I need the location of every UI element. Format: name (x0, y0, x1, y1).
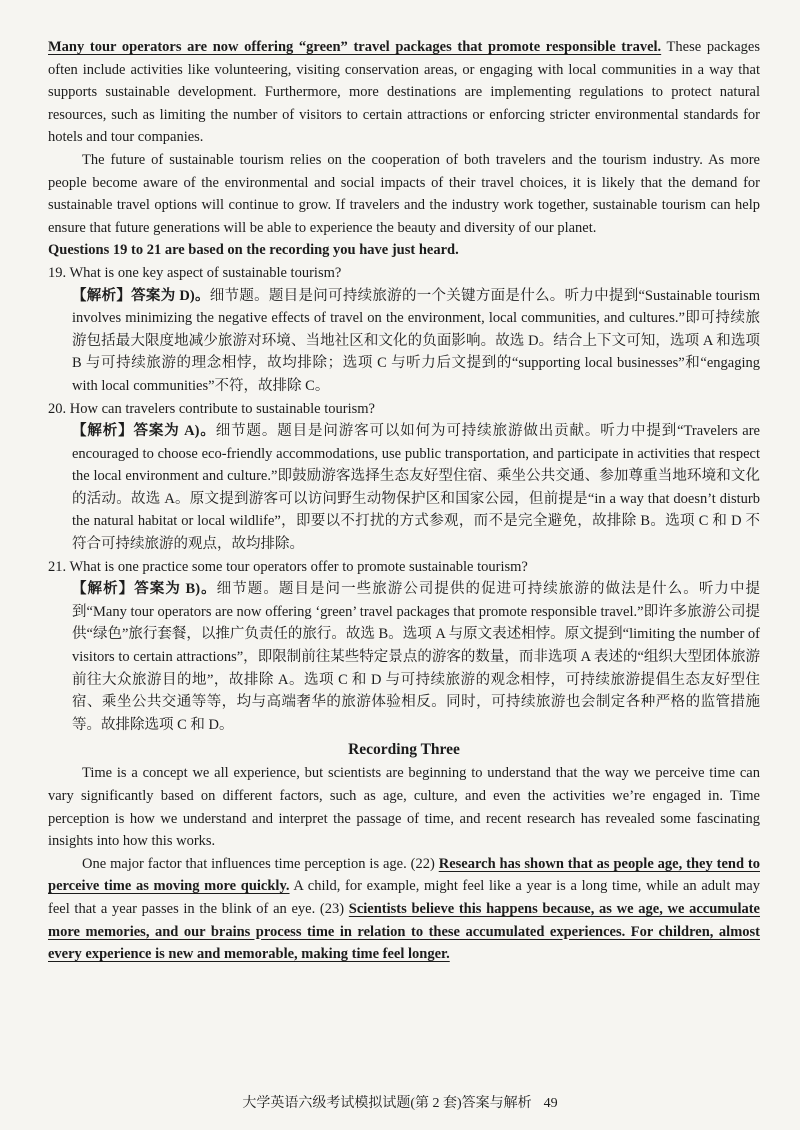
page-footer (0, 1092, 800, 1112)
paragraph-text: A child, for example, might feel like a year is a long time, while an adult may feel that a year passes in the blink of an eye. (23) (48, 878, 760, 917)
page-number: 49 (543, 1096, 558, 1111)
answer-tag: 【解析】答案为 A)。 (72, 423, 216, 440)
answer-tag: 【解析】答案为 B)。 (72, 581, 217, 598)
questions-heading: Questions 19 to 21 are based on the recording you have just heard. (48, 242, 459, 259)
answer-tag: 【解析】答案为 D)。 (72, 287, 210, 304)
recording-paragraph-1: Time is a concept we all experience, but scientists are beginning to understand that the way we perceive time can vary significantly based on different factors, such as age, culture, and even the activities we’re engaged in. Time perception is how we understand and interpret the passage of time, and recent research has revealed some fascinating insights into how this works. (48, 765, 760, 850)
intro-paragraph-1 (48, 36, 760, 149)
intro-paragraph-2: The future of sustainable tourism relies on the cooperation of both travelers and the tourism industry. As more people become aware of the environmental and social impacts of their travel choices, it is likely that the demand for sustainable travel options will continue to grow. If travelers and the industry work together, sustainable tourism can help ensure that future generations will be able to experience the beauty and diversity of our planet. (48, 151, 760, 236)
answer-22-sentence: Research has shown that as people age, they tend to perceive time as moving more quickly. (48, 855, 760, 895)
question-21 (48, 556, 760, 737)
paragraph-text: One major factor that influences time perception is age. (22) (82, 855, 439, 872)
section-heading: Recording Three (348, 741, 460, 759)
footer-title: 大学英语六级考试模拟试题(第 2 套)答案与解析 (242, 1096, 532, 1111)
analysis-text: 细节题。题目是问游客可以如何为可持续旅游做出贡献。听力中提到“Travelers are encouraged to choose eco-friendly accommodations, use public transportation, and participate in activities that respect the local environment and culture.”即鼓励游客选择生态友好型住宿、乘坐公共交通、参加尊重当地环境和文化的活动。故选 A。原文提到游客可以访问野生动物保护区和国家公园，但前提是“in a way that doesn’t disturb the natural habitat or local wildlife”，即要以不打扰的方式参观，而不是完全避免，故排除 B。选项 C 和 D 不符合可持续旅游的观点，故均排除。 (72, 423, 760, 553)
question-19 (48, 262, 760, 398)
highlighted-sentence: Many tour operators are now offering “green” travel packages that promote responsible travel. (48, 39, 662, 55)
analysis-text: 细节题。题目是问可持续旅游的一个关键方面是什么。听力中提到“Sustainable tourism involves minimizing the negative effects of travel on the environment, local communities, and cultures.”即可持续旅游包括最大限度地减少旅游对环境、当地社区和文化的负面影响。故选 D。结合上下文可知，选项 A 和选项 B 与可持续旅游的理念相悖，故均排除；选项 C 与听力后文提到的“supporting local businesses”和“engaging with local communities”不符，故排除 C。 (72, 287, 760, 394)
question-20 (48, 398, 760, 556)
question-number: 19. (48, 264, 67, 281)
question-number: 21. (48, 558, 67, 575)
question-text: What is one practice some tour operators offer to promote sustainable tourism? (69, 558, 528, 575)
recording-paragraph-2 (48, 853, 760, 966)
answer-23-sentence: Scientists believe this happens because, as we age, we accumulate more memories, and our brains process time in relation to these accumulated experiences. For children, almost every experience is new and memorable, making time feel longer. (48, 900, 760, 963)
analysis-text: 细节题。题目是问一些旅游公司提供的促进可持续旅游的做法是什么。听力中提到“Many tour operators are now offering ‘green’ travel packages that promote responsible travel.”即许多旅游公司提供“绿色”旅行套餐，以推广负责任的旅行。故选 B。选项 A 与原文表述相悖。原文提到“limiting the number of visitors to certain attractions”，即限制前往某些特定景点的游客的数量，而非选项 A 表述的“组织大型团体旅游前往大众旅游目的地”，故排除 A。选项 C 和 D 与可持续旅游的观念相悖，可持续旅游提倡生态友好型住宿、乘坐公共交通等等，均与高端奢华的旅游体验相反。同时，可持续旅游也会制定各种严格的监管措施等。故排除选项 C 和 D。 (72, 581, 761, 733)
question-text: What is one key aspect of sustainable tourism? (69, 264, 342, 281)
document-page (48, 36, 760, 966)
question-number: 20. (48, 400, 67, 417)
paragraph-text: These packages often include activities like volunteering, visiting conservation areas, or engaging with local communities in a way that supports sustainable development. Furthermore, more destinations are implementing regulations to protect natural resources, such as limiting the number of visitors to certain attractions or enforcing stricter environmental standards for hotels and tour companies. (48, 39, 760, 146)
question-text: How can travelers contribute to sustainable tourism? (69, 400, 375, 417)
